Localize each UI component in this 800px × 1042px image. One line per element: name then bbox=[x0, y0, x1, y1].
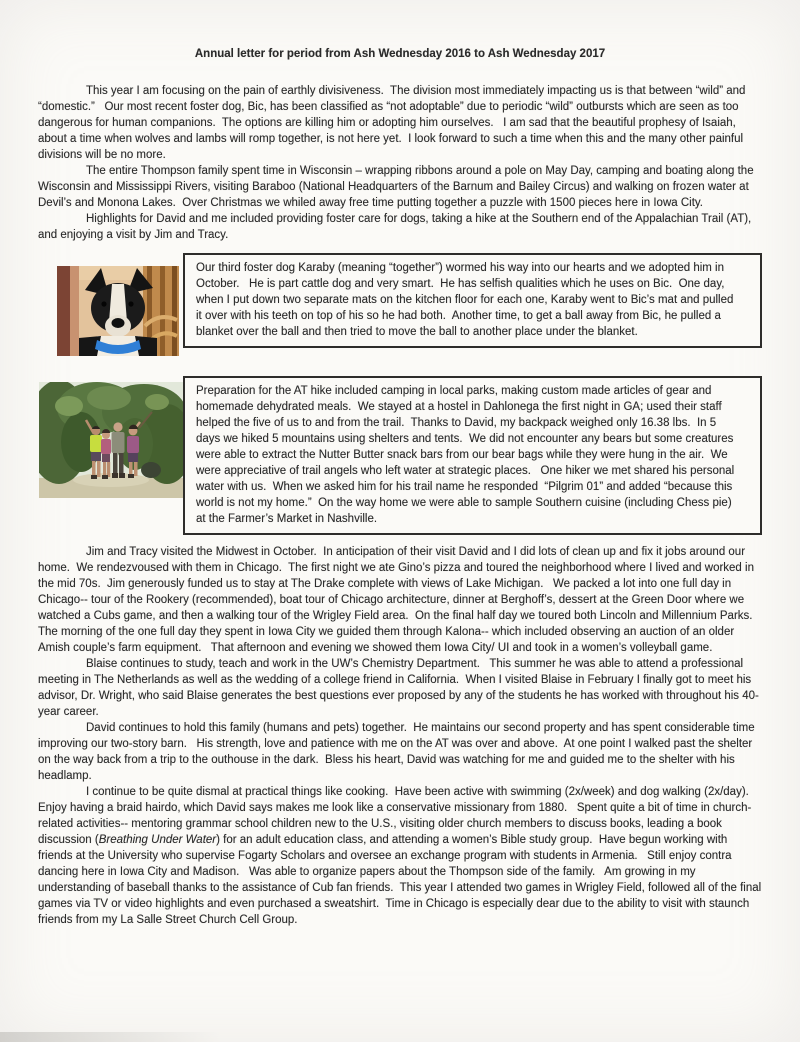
karaby-text-box bbox=[183, 253, 762, 348]
dog-photo bbox=[57, 266, 179, 356]
hikers-photo-cell bbox=[38, 376, 183, 498]
paragraph-wisconsin: The entire Thompson family spent time in Wisconsin – wrapping ribbons around a pole on May Day, camping and boating along the Wisconsin and Mississippi Rivers, visiting Baraboo (National Headquarters of the Barnum and Bailey Circus) and walking on frozen water at Devil’s and Monona Lakes. Over Christmas we whiled away free time putting together a puzzle with 1500 pieces here in Iowa City. bbox=[38, 165, 757, 209]
dog-photo-cell bbox=[38, 253, 183, 356]
book-title-breathing-under-water: Breathing Under Water bbox=[98, 834, 217, 846]
paragraph-activities bbox=[38, 784, 765, 928]
letter-title: Annual letter for period from Ash Wednesday 2016 to Ash Wednesday 2017 bbox=[194, 48, 606, 60]
paragraph-highlights: Highlights for David and me included providing foster care for dogs, taking a hike at the Southern end of the Appalachian Trail (AT), and enjoying a visit by Jim and Tracy. bbox=[38, 213, 755, 241]
at-hike-box-text: Preparation for the AT hike included camping in local parks, making custom made articles of gear and homemade dehydrated meals. We stayed at a hostel in Dahlonega the first night in GA; used their staff helped the five of us to and from the trail. Thanks to David, my backpack weighed only 16.38 lbs. In 5 days we hiked 5 mountains using shelters and tents. We did not encounter any bears but some creatures were able to extract the Nutter Butter snack bars from our bear bags while they were hung in the air. We were appreciative of trail angels who left water at strategic places. One hiker we met shared his personal water with us. When we asked him for his trail name he responded “Pilgrim 01” and added “because this world is not my home.” On the way home we were able to sample Southern cuisine (including Chess pie) at the Farmer’s Market in Nashville. bbox=[196, 385, 738, 525]
paragraph-divisiveness: This year I am focusing on the pain of earthly divisiveness. The division most immediately impacting us is that between “wild” and “domestic.” Our most recent foster dog, Bic, has been classified as “not adoptable” due to periodic “wild” outbursts which are seen as too dangerous for human companions. The options are killing him or adopting him ourselves. I am sad that the beautiful prophesy of Isaiah, about a time when wolves and lambs will romp together, is not here yet. I look forward to such a time when this and the many other painful divisions will be no more. bbox=[38, 85, 749, 161]
activities-text-after-book: ) for an adult education class, and attending a women’s Bible study group. Have begun working with friends at the University who supervise Fogarty Scholars and oversee an exchange program with students in Armenia. Still enjoy contra dancing here in Iowa City and Madison. Was able to organize papers about the Thompson side of the family. Am growing in my understanding of baseball thanks to the assistance of Cub fan friends. This year I attended two games in Wrigley Field, followed all of the final games via TV or video highlights and even purchased a sweatshirt. Time in Chicago is especially dear due to the ability to visit with staunch friends from my La Salle Street Church Cell Group. bbox=[38, 834, 765, 926]
paragraph-david: David continues to hold this family (humans and pets) together. He maintains our second property and has spent considerable time improving our two-story barn. His strength, love and patience with me on the AT was over and above. At one point I walked past the shelter on the way back from a trip to the outhouse in the dark. Bless his heart, David was watching for me and guided me to the shelter with his headlamp. bbox=[38, 722, 758, 782]
karaby-section bbox=[38, 253, 762, 356]
hikers-photo bbox=[39, 382, 184, 498]
activities-text-before-book: I continue to be quite dismal at practical things like cooking. Have been active with swimming (2x/week) and dog walking (2x/day). Enjoy having a braid hairdo, which David says makes me look like a conservative missionary from 1880. Spent quite a bit of time in church-related activities-- mentoring grammar school children new to the U.S., visiting older church members to discuss books, leading a book discussion ( bbox=[38, 786, 756, 846]
karaby-box-text: Our third foster dog Karaby (meaning “together”) wormed his way into our hearts and we adopted him in October. He is part cattle dog and very smart. He has selfish qualities which he uses on Bic. One day, when I put down two separate mats on the kitchen floor for each one, Karaby went to Bic’s mat and pulled it over with his teeth on top of his so he had both. Another time, to get a ball away from Bic, he pulled a blanket over the ball and then tried to move the ball to another place under the blanket. bbox=[196, 262, 737, 338]
at-hike-text-box bbox=[183, 376, 762, 535]
at-hike-section bbox=[38, 376, 762, 535]
paragraph-jim-tracy: Jim and Tracy visited the Midwest in October. In anticipation of their visit David and I did lots of clean up and fix it jobs around our home. We rendezvoused with them in Chicago. The first night we ate Gino’s pizza and toured the neighborhood where I lived and worked in the mid 70s. Jim generously funded us to stay at The Drake complete with views of Lake Michigan. We packed a lot into one full day in Chicago-- tour of the Rookery (recommended), boat tour of Chicago architecture, dinner at Berghoff’s, dessert at the Green Door where we watched a Cubs game, and then a walking tour of the Wrigley Field area. On the final half day we toured both Lincoln and Millennium Parks. The morning of the one full day they spent in Iowa City we guided them through Kalona-- which included observing an auction of an older Amish couple’s farm equipment. That afternoon and evening we showed them Iowa City/ UI and took in a women’s volleyball game. bbox=[38, 546, 759, 654]
paragraph-blaise: Blaise continues to study, teach and work in the UW’s Chemistry Department. This summer he was able to attend a professional meeting in The Netherlands as well as the wedding of a college friend in California. When I visited Blaise in February I finally got to meet his advisor, Dr. Wright, who said Blaise generates the best questions ever proposed by any of the students he has worked with throughout his 40-year career. bbox=[38, 658, 759, 718]
